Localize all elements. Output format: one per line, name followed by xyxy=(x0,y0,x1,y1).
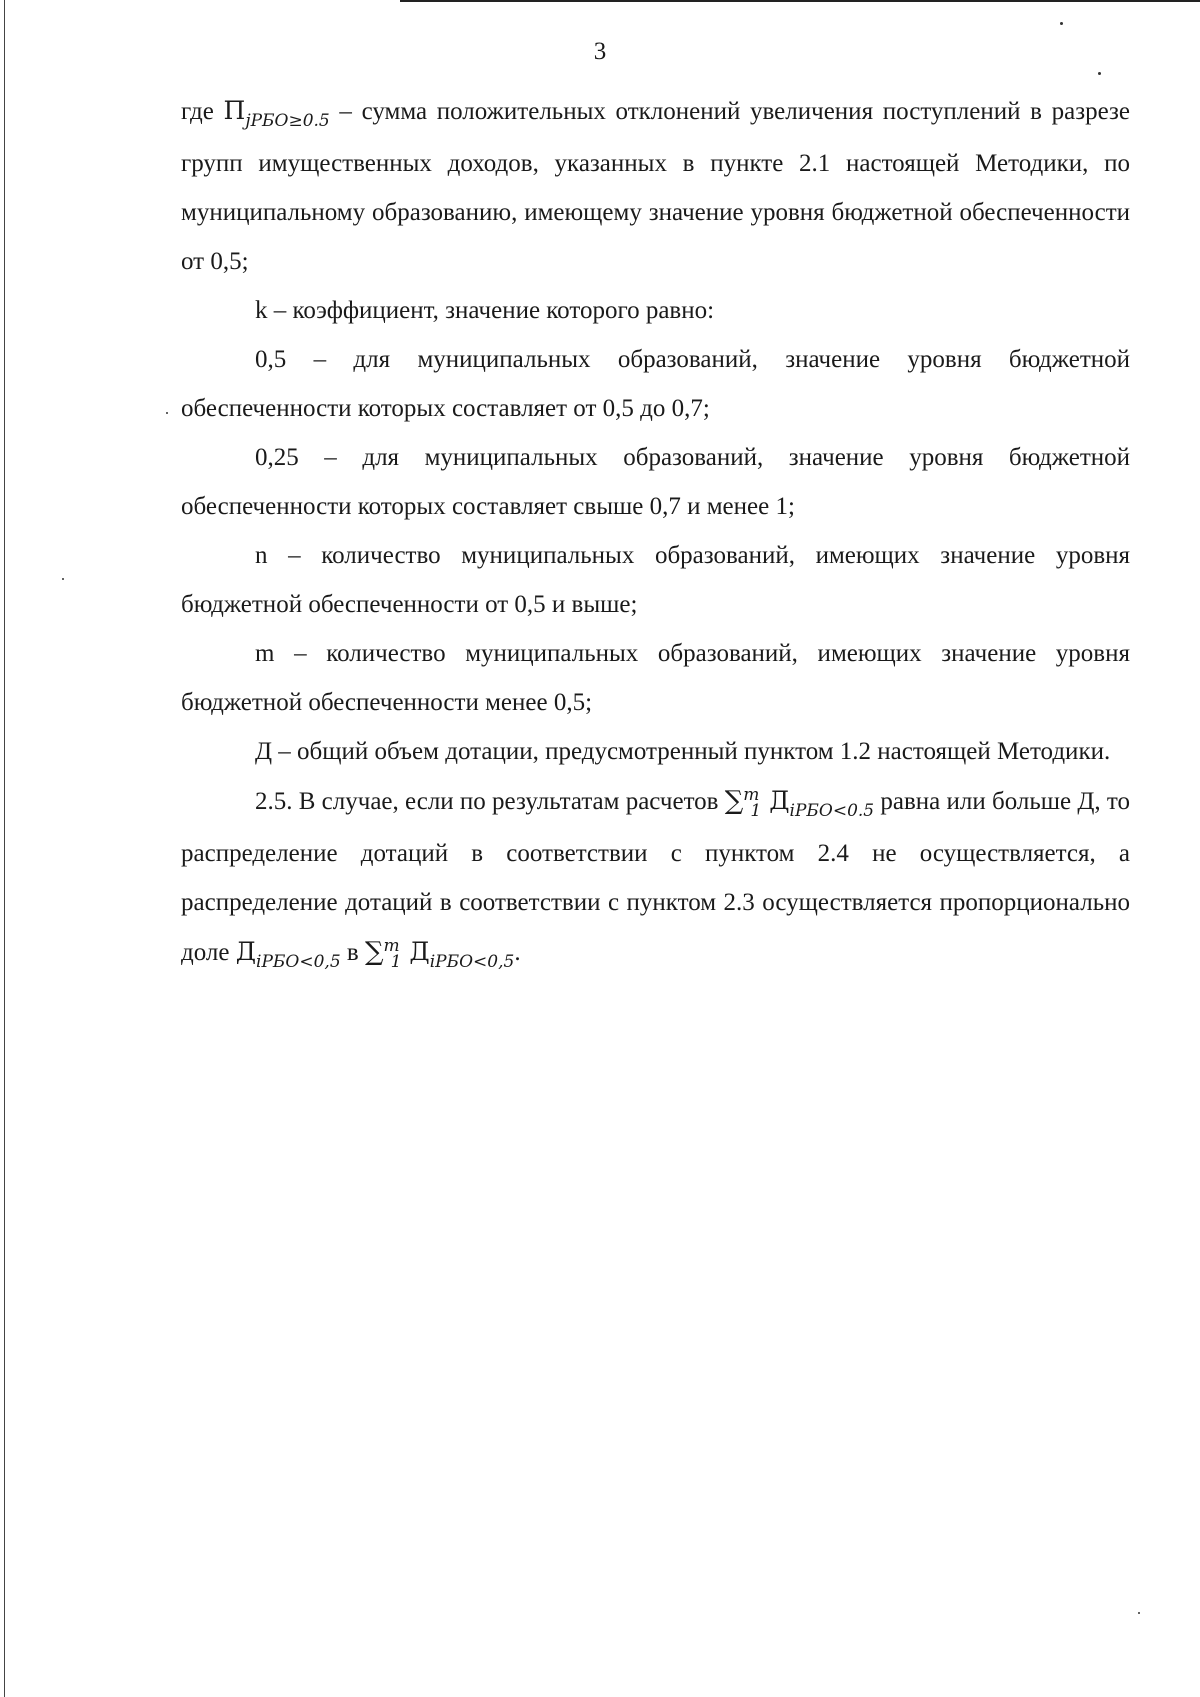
scan-speck xyxy=(1098,72,1101,75)
paragraph-text: в xyxy=(340,939,365,966)
left-scan-edge xyxy=(4,0,5,1697)
math-sum-expression xyxy=(364,936,515,972)
paragraph-definition-m: m – количество муниципальных образований, имеющих значение уровня бюджетной обеспеченности менее 0,5; xyxy=(181,640,1130,716)
top-border-line xyxy=(400,0,1200,2)
paragraph-text: – сумма положительных отклонений увеличения поступлений в разрезе групп имущественных доходов, указанных в пункте 2.1 настоящей Методики, по муниципальному образованию, имеющему значение уровня бюджетной обеспеченности от 0,5; xyxy=(181,98,1130,275)
paragraph-k-value-05: 0,5 – для муниципальных образований, значение уровня бюджетной обеспеченности которых составляет от 0,5 до 0,7; xyxy=(181,346,1130,422)
scan-speck xyxy=(1138,1612,1140,1614)
paragraph-text: равна или больше Д, то распределение дотаций в соответствии с пунктом 2.4 не осуществляется, а распределение дотаций в соответствии с пунктом 2.3 осуществляется пропорционально доле xyxy=(181,788,1130,966)
math-superscript: m xyxy=(743,785,760,805)
math-subscript: 1 xyxy=(390,952,402,972)
paragraph-k-value-025: 0,25 – для муниципальных образований, значение уровня бюджетной обеспеченности которых составляет свыше 0,7 и менее 1; xyxy=(181,444,1130,520)
document-body xyxy=(181,86,1130,980)
math-share-expression xyxy=(235,937,341,972)
paragraph-definition-k: k – коэффициент, значение которого равно: xyxy=(255,297,715,324)
scan-speck xyxy=(166,412,168,414)
math-superscript: m xyxy=(383,936,400,956)
sum-sign: ∑ xyxy=(364,937,384,967)
paragraph-text: . xyxy=(514,939,521,966)
math-subscript: jРБО≥0.5 xyxy=(245,111,330,131)
paragraph-text: 2.5. В случае, если по результатам расчетов xyxy=(255,788,725,815)
paragraph-clause-2-5 xyxy=(181,776,1130,980)
math-letter: П xyxy=(223,96,246,125)
math-subscript: iРБО<0,5 xyxy=(429,952,515,972)
paragraph-text: где xyxy=(181,98,224,125)
math-subscript: 1 xyxy=(750,801,762,821)
math-letter: Д xyxy=(769,786,790,815)
page-number: 3 xyxy=(593,38,607,65)
math-symbol-p xyxy=(223,96,330,131)
paragraph-definition-p xyxy=(181,86,1130,286)
scan-speck xyxy=(62,578,64,580)
paragraph-definition-n: n – количество муниципальных образований, имеющих значение уровня бюджетной обеспеченности от 0,5 и выше; xyxy=(181,542,1130,618)
math-subscript: iРБО<0.5 xyxy=(789,801,875,821)
math-subscript: iРБО<0,5 xyxy=(256,952,341,972)
scan-speck xyxy=(1060,22,1063,25)
math-letter: Д xyxy=(409,937,430,966)
sum-sign: ∑ xyxy=(724,786,744,816)
math-letter: Д xyxy=(235,937,257,966)
math-sum-expression xyxy=(724,785,875,821)
paragraph-definition-d: Д – общий объем дотации, предусмотренный пунктом 1.2 настоящей Методики. xyxy=(255,738,1111,765)
